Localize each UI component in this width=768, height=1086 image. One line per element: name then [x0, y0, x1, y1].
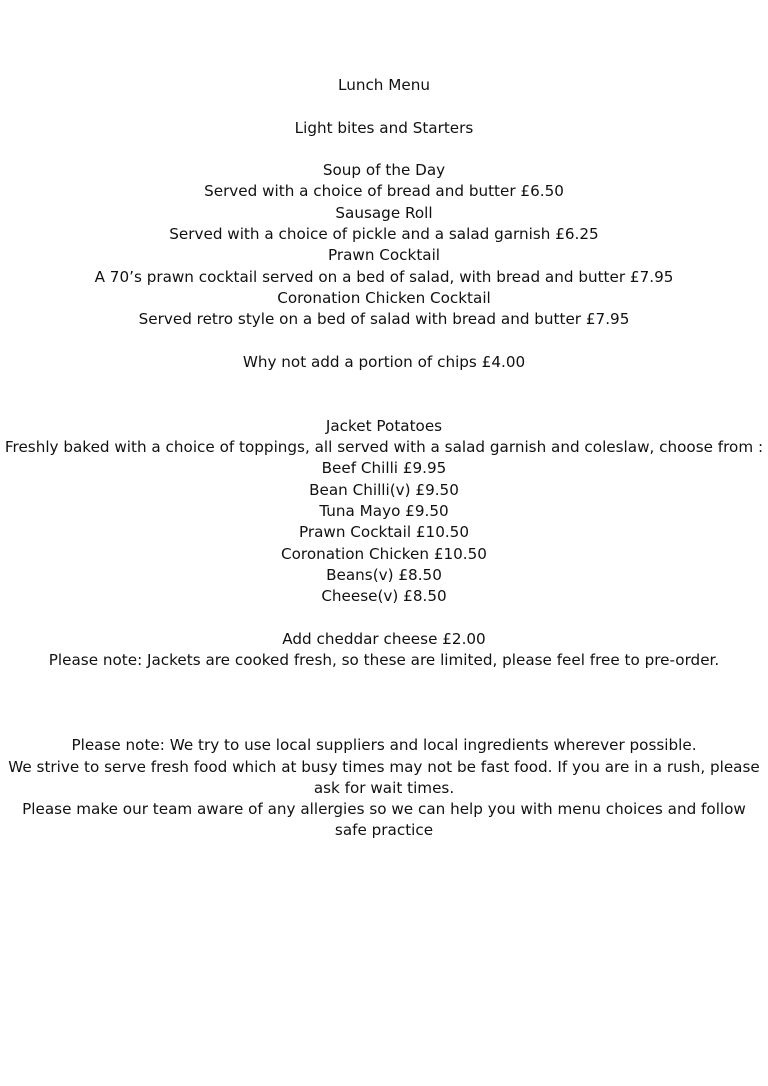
starter-item-description: Served with a choice of bread and butter £6.50 [204, 182, 564, 201]
chips-extra: Why not add a portion of chips £4.00 [242, 352, 526, 371]
starter-item-name: Prawn Cocktail [327, 246, 441, 265]
allergy-note: Please make our team aware of any allergies so we can help you with menu choices and follow safe practice [22, 800, 746, 840]
cheese-addon: Add cheddar cheese £2.00 [282, 629, 486, 648]
starter-item-name: Soup of the Day [322, 161, 446, 180]
jackets-intro: Freshly baked with a choice of toppings, all served with a salad garnish and coleslaw, choose from : [4, 438, 764, 457]
spacer [0, 607, 768, 628]
starter-item-description: A 70’s prawn cocktail served on a bed of salad, with bread and butter £7.95 [94, 267, 674, 286]
spacer [0, 331, 768, 352]
fresh-food-note: We strive to serve fresh food which at busy times may not be fast food. If you are in a rush, please ask for wait times. [8, 757, 760, 797]
jacket-item: Coronation Chicken £10.50 [281, 544, 487, 563]
spacer [0, 373, 768, 416]
starters-heading: Light bites and Starters [294, 118, 474, 137]
jacket-item: Bean Chilli(v) £9.50 [309, 480, 459, 499]
jacket-item: Beans(v) £8.50 [326, 565, 442, 584]
jacket-item: Tuna Mayo £9.50 [319, 501, 449, 520]
starter-item-name: Sausage Roll [335, 203, 433, 222]
local-suppliers-note: Please note: We try to use local suppliers and local ingredients wherever possible. [71, 736, 697, 755]
jacket-item: Prawn Cocktail £10.50 [298, 523, 470, 542]
spacer [0, 139, 768, 160]
spacer [0, 96, 768, 117]
starter-item-name: Coronation Chicken Cocktail [277, 288, 491, 307]
starter-item-description: Served with a choice of pickle and a salad garnish £6.25 [169, 225, 599, 244]
spacer [0, 671, 768, 735]
jackets-note: Please note: Jackets are cooked fresh, so these are limited, please feel free to pre-order. [48, 651, 720, 670]
jackets-heading: Jacket Potatoes [325, 416, 443, 435]
menu-page [0, 75, 768, 842]
menu-title: Lunch Menu [338, 76, 430, 94]
starter-item-description: Served retro style on a bed of salad with bread and butter £7.95 [138, 310, 630, 329]
jacket-item: Cheese(v) £8.50 [321, 587, 447, 606]
jacket-item: Beef Chilli £9.95 [321, 459, 447, 478]
